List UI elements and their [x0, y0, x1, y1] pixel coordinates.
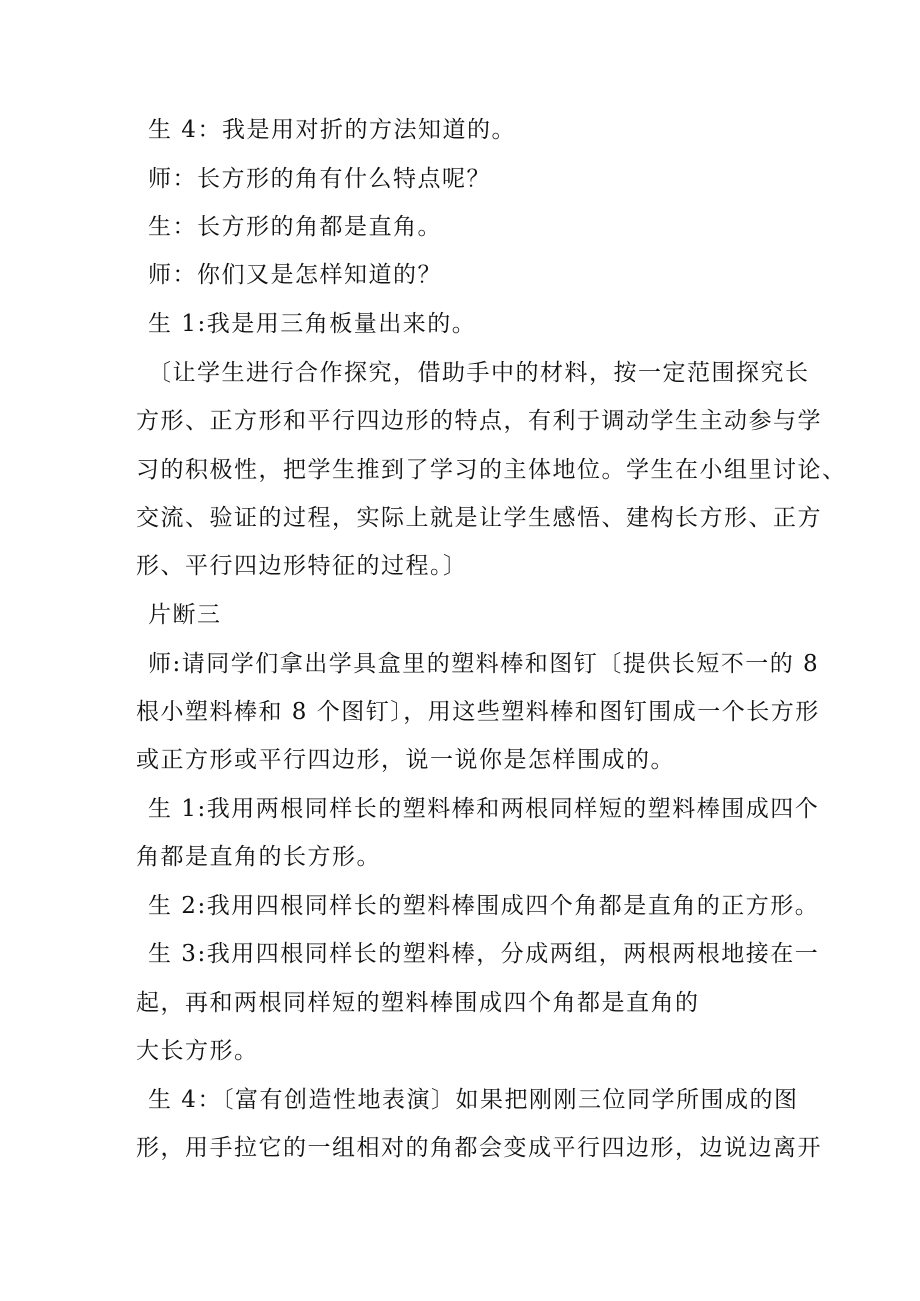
- text-line: 生 4：我是用对折的方法知道的。: [148, 117, 516, 143]
- text-line: 师:请同学们拿出学具盒里的塑料棒和图钉〔提供长短不一的 8: [148, 651, 820, 677]
- text-line: 角都是直角的长方形。: [136, 844, 381, 870]
- text-line: 生：长方形的角都是直角。: [148, 214, 442, 240]
- text-line: 交流、验证的过程，实际上就是让学生感悟、建构长方形、正方: [136, 505, 822, 531]
- text-line: 或正方形或平行四边形，说一说你是怎样围成的。: [136, 747, 675, 773]
- section-heading: 片断三: [148, 602, 222, 628]
- text-line: 形、平行四边形特征的过程。〕: [136, 553, 468, 579]
- text-line: 师：你们又是怎样知道的？: [148, 262, 442, 288]
- text-line: 生 1:我是用三角板量出来的。: [148, 311, 477, 337]
- text-line: 生 1:我用两根同样长的塑料棒和两根同样短的塑料棒围成四个: [148, 796, 820, 822]
- text-line: 师：长方形的角有什么特点呢？: [148, 166, 491, 192]
- text-line: 方形、正方形和平行四边形的特点，有利于调动学生主动参与学: [136, 408, 822, 434]
- text-line: 习的积极性，把学生推到了学习的主体地位。学生在小组里讨论、: [136, 457, 847, 483]
- text-line: 生 2:我用四根同样长的塑料棒围成四个角都是直角的正方形。: [148, 893, 820, 919]
- text-line: 根小塑料棒和 8 个图钉〕，用这些塑料棒和图钉围成一个长方形: [136, 699, 820, 725]
- text-line: 生 4：〔富有创造性地表演〕如果把刚刚三位同学所围成的图: [148, 1087, 799, 1113]
- text-line: 〔让学生进行合作探究，借助手中的材料，按一定范围探究长: [148, 360, 810, 386]
- text-line: 起，再和两根同样短的塑料棒围成四个角都是直角的: [136, 990, 700, 1016]
- text-line: 生 3:我用四根同样长的塑料棒，分成两组，两根两根地接在一: [148, 941, 820, 967]
- text-line: 大长方形。: [136, 1038, 259, 1064]
- text-line: 形，用手拉它的一组相对的角都会变成平行四边形，边说边离开: [136, 1135, 822, 1161]
